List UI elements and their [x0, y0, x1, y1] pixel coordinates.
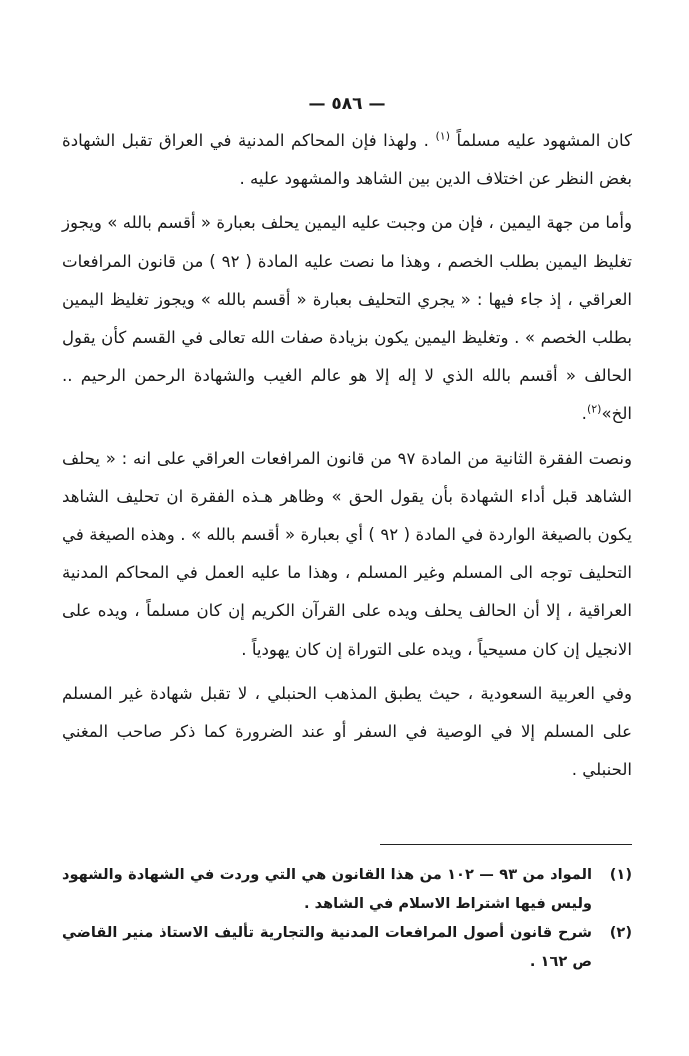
paragraph-text: . ولهذا فإن المحاكم المدنية في العراق تقبل الشهادة بغض النظر عن اختلاف الدين بين الشاهد والمشهود عليه .	[62, 131, 632, 189]
footnote-number: (٢)	[609, 924, 632, 941]
paragraph-witness-testimony	[62, 122, 632, 198]
footnote-2	[62, 918, 632, 976]
body-text	[62, 122, 632, 789]
paragraph-saudi-arabia	[62, 675, 632, 790]
footnote-ref-2[interactable]: (٢)	[586, 402, 602, 416]
paragraph-text: وأما من جهة اليمين ، فإن من وجبت عليه اليمين يحلف بعبارة « أقسم بالله » ويجوز تغليظ اليمين بطلب الخصم ، وهذا ما نصت عليه المادة ( ٩٢ ) من قانون المرافعات العراقي ، إذ جاء فيها : « يجري التحليف بعبارة « أقسم بالله » ويجوز تغليظ اليمين بطلب الخصم » . وتغليظ اليمين يكون بزيادة صفات الله تعالى في القسم كأن يقول الحالف « أقسم بالله الذي لا إله إلا هو عالم الغيب والشهادة الرحمن الرحيم .. الخ»	[62, 213, 632, 424]
footnote-divider	[380, 844, 632, 845]
paragraph-oath	[62, 204, 632, 433]
footnotes	[62, 860, 632, 976]
book-page	[62, 92, 632, 1022]
footnote-text: المواد من ٩٣ — ١٠٢ من هذا القانون هي التي وردت في الشهادة والشهود وليس فيها اشتراط الاسلام في الشاهد .	[62, 866, 592, 912]
page-number: — ٥٨٦ —	[308, 94, 386, 114]
footnote-ref-1[interactable]: (١)	[435, 129, 450, 143]
paragraph-text: ونصت الفقرة الثانية من المادة ٩٧ من قانون المرافعات العراقي على انه : « يحلف الشاهد قبل أداء الشهادة بأن يقول الحق » وظاهر هـذه الفقرة ان تحليف الشاهد يكون بالصيغة الواردة في المادة ( ٩٢ ) أي بعبارة « أقسم بالله » . وهذه الصيغة في التحليف توجه الى المسلم وغير المسلم ، وهذا ما عليه العمل في المحاكم المدنية العراقية ، إلا أن الحالف يحلف ويده على القرآن الكريم إن كان مسلماً ، ويده على الانجيل إن كان مسيحياً ، ويده على التوراة إن كان يهودياً .	[62, 448, 632, 659]
paragraph-text: .	[581, 404, 587, 424]
paragraph-text: وفي العربية السعودية ، حيث يطبق المذهب الحنبلي ، لا تقبل شهادة غير المسلم على المسلم إلا في الوصية في السفر أو عند الضرورة كما ذكر صاحب المغني الحنبلي .	[62, 683, 632, 780]
footnote-number: (١)	[609, 866, 632, 883]
footnote-text: شرح قانون أصول المرافعات المدنية والتجارية تأليف الاستاذ منير القاضي ص ١٦٢ .	[62, 924, 592, 970]
paragraph-text: كان المشهود عليه مسلماً	[456, 131, 632, 150]
footnote-1	[62, 860, 632, 918]
paragraph-article-97	[62, 440, 632, 669]
